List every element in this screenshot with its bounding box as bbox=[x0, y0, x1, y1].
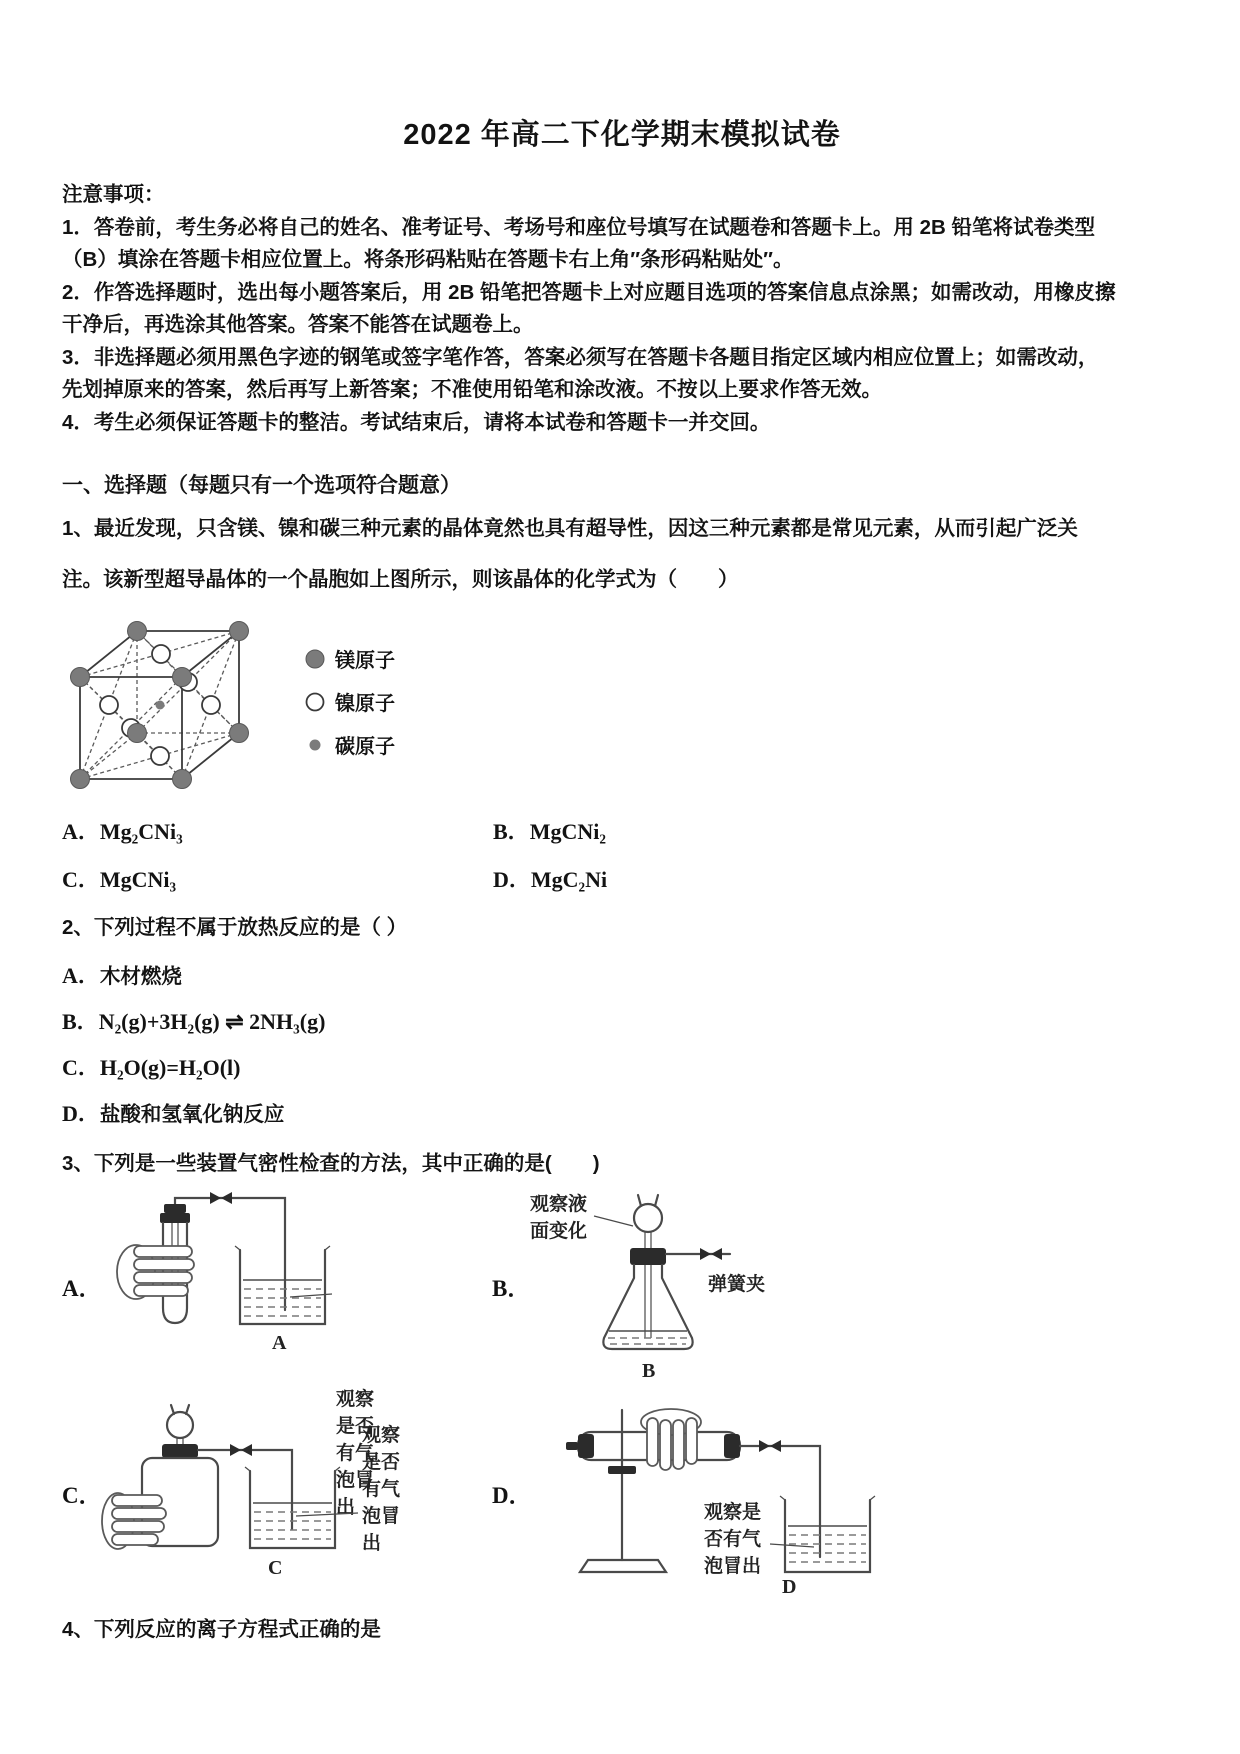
question-1-text-line-1: 1、最近发现，只含镁、镍和碳三种元素的晶体竟然也具有超导性，因这三种元素都是常见元素，从而引起广泛关 bbox=[62, 517, 1078, 540]
q1-option-c bbox=[62, 863, 493, 894]
legend-label-c: 碳原子 bbox=[335, 736, 395, 758]
question-4-heading: 4、下列反应的离子方程式正确的是 bbox=[62, 1618, 381, 1641]
q2-option-b bbox=[62, 1005, 1182, 1036]
question-3-heading: 3、下列是一些装置气密性检查的方法，其中正确的是( ) bbox=[62, 1152, 600, 1175]
q1-option-a bbox=[62, 815, 493, 846]
q1-option-a-text: Mg₂CNi₃ bbox=[99, 819, 183, 844]
apparatus-c-figure bbox=[100, 1403, 402, 1583]
apparatus-a-caption: A bbox=[272, 1332, 287, 1354]
question-2-heading: 2、下列过程不属于放热反应的是（ ） bbox=[62, 916, 408, 939]
notice-section bbox=[62, 179, 1182, 439]
exam-title: 2022 年高二下化学期末模拟试卷 bbox=[403, 119, 841, 151]
q3-option-a bbox=[62, 1188, 492, 1518]
apparatus-row-1 bbox=[62, 1188, 1182, 1518]
q1-option-d bbox=[493, 863, 1182, 894]
apparatus-b-note-clip: 弹簧夹 bbox=[708, 1274, 766, 1295]
apparatus-a-figure bbox=[100, 1190, 376, 1518]
mg-atom-icon bbox=[304, 648, 326, 670]
q1-option-a-label: A． bbox=[62, 819, 100, 844]
apparatus-c-note: 观察是否有气泡冒出 bbox=[362, 1425, 401, 1554]
apparatus-a-diagram bbox=[100, 1190, 376, 1382]
notice-item-1: 1．答卷前，考生务必将自己的姓名、准考证号、考场号和座位号填写在试题卷和答题卡上。用 2B 铅笔将试卷类型 （B）填涂在答题卡相应位置上。将条形码粘贴在答题卡右上角″条形码粘贴处″。 bbox=[62, 215, 1095, 271]
q2-option-d-label: D． bbox=[62, 1101, 100, 1126]
q1-option-b-text: MgCNi₂ bbox=[529, 819, 606, 844]
q2-option-b-label: B． bbox=[62, 1009, 99, 1034]
apparatus-d-caption: D bbox=[782, 1576, 797, 1598]
apparatus-c-diagram bbox=[100, 1403, 402, 1583]
q3-option-a-letter: A． bbox=[62, 1275, 102, 1301]
notice-item-3: 3．非选择题必须用黑色字迹的钢笔或签字笔作答，答案必须写在答题卡各题目指定区域内相应位置上；如需改动， 先划掉原来的答案，然后再写上新答案；不准使用铅笔和涂改液。不按以上要求作答无效。 bbox=[62, 345, 1099, 401]
q3-option-b bbox=[492, 1188, 782, 1384]
q2-option-a bbox=[62, 959, 1182, 990]
apparatus-b-note-top: 观察液面变化 bbox=[530, 1194, 588, 1242]
legend-item-mg bbox=[304, 637, 395, 680]
q1-option-d-text: MgC₂Ni bbox=[530, 867, 608, 892]
apparatus-b-caption: B bbox=[642, 1360, 656, 1382]
q2-option-c-text: H₂O(g)=H₂O(l) bbox=[99, 1055, 241, 1080]
legend-item-c bbox=[304, 723, 395, 766]
q2-option-b-text: N₂(g)+3H₂(g) ⇌ 2NH₃(g) bbox=[98, 1009, 326, 1034]
q2-option-c-label: C． bbox=[62, 1055, 100, 1080]
apparatus-d-note: 观察是否有气泡冒出 bbox=[704, 1502, 762, 1577]
question-1-options bbox=[62, 815, 1182, 894]
q2-option-d-text: 盐酸和氢氧化钠反应 bbox=[99, 1103, 285, 1126]
q2-option-a-text: 木材燃烧 bbox=[99, 965, 182, 988]
q1-option-c-text: MgCNi₃ bbox=[99, 867, 177, 892]
question-1-text-line-2: 注。该新型超导晶体的一个晶胞如上图所示，则该晶体的化学式为（ ） bbox=[62, 568, 739, 591]
apparatus-d-figure bbox=[530, 1392, 878, 1598]
apparatus-b-figure bbox=[530, 1188, 782, 1384]
crystal-legend bbox=[304, 609, 395, 795]
apparatus-c-caption: C bbox=[268, 1557, 283, 1579]
q3-option-d-letter: D． bbox=[492, 1482, 532, 1508]
q3-option-b-letter: B． bbox=[492, 1275, 531, 1301]
carbon-atom bbox=[156, 701, 165, 710]
q1-option-b-label: B． bbox=[493, 819, 530, 844]
question-1-figure bbox=[62, 609, 1182, 795]
q3-option-c bbox=[62, 1392, 492, 1594]
q1-option-d-label: D． bbox=[493, 867, 531, 892]
ni-atom-icon bbox=[304, 691, 326, 713]
legend-label-ni: 镍原子 bbox=[335, 693, 395, 715]
apparatus-a-note: 观察是否有气泡冒出 bbox=[336, 1389, 375, 1518]
c-atom-icon bbox=[304, 734, 326, 756]
crystal-unit-cell-diagram bbox=[62, 609, 254, 795]
notice-item-4: 4．考生必须保证答题卡的整洁。考试结束后，请将本试卷和答题卡一并交回。 bbox=[62, 410, 771, 434]
q3-option-d bbox=[492, 1392, 878, 1598]
notice-item-2: 2．作答选择题时，选出每小题答案后，用 2B 铅笔把答题卡上对应题目选项的答案信息点涂黑；如需改动，用橡皮擦 干净后，再选涂其他答案。答案不能答在试题卷上。 bbox=[62, 280, 1116, 336]
legend-label-mg: 镁原子 bbox=[335, 650, 395, 672]
q2-option-a-label: A． bbox=[62, 963, 100, 988]
notice-heading: 注意事项： bbox=[62, 183, 165, 206]
section-1-heading: 一、选择题（每题只有一个选项符合题意） bbox=[62, 474, 461, 497]
q3-option-c-letter: C． bbox=[62, 1482, 102, 1508]
apparatus-row-2 bbox=[62, 1392, 1182, 1598]
legend-item-ni bbox=[304, 680, 395, 723]
q2-option-c bbox=[62, 1051, 1182, 1082]
q1-option-b bbox=[493, 815, 1182, 846]
q1-option-c-label: C． bbox=[62, 867, 100, 892]
q2-option-d bbox=[62, 1097, 1182, 1128]
